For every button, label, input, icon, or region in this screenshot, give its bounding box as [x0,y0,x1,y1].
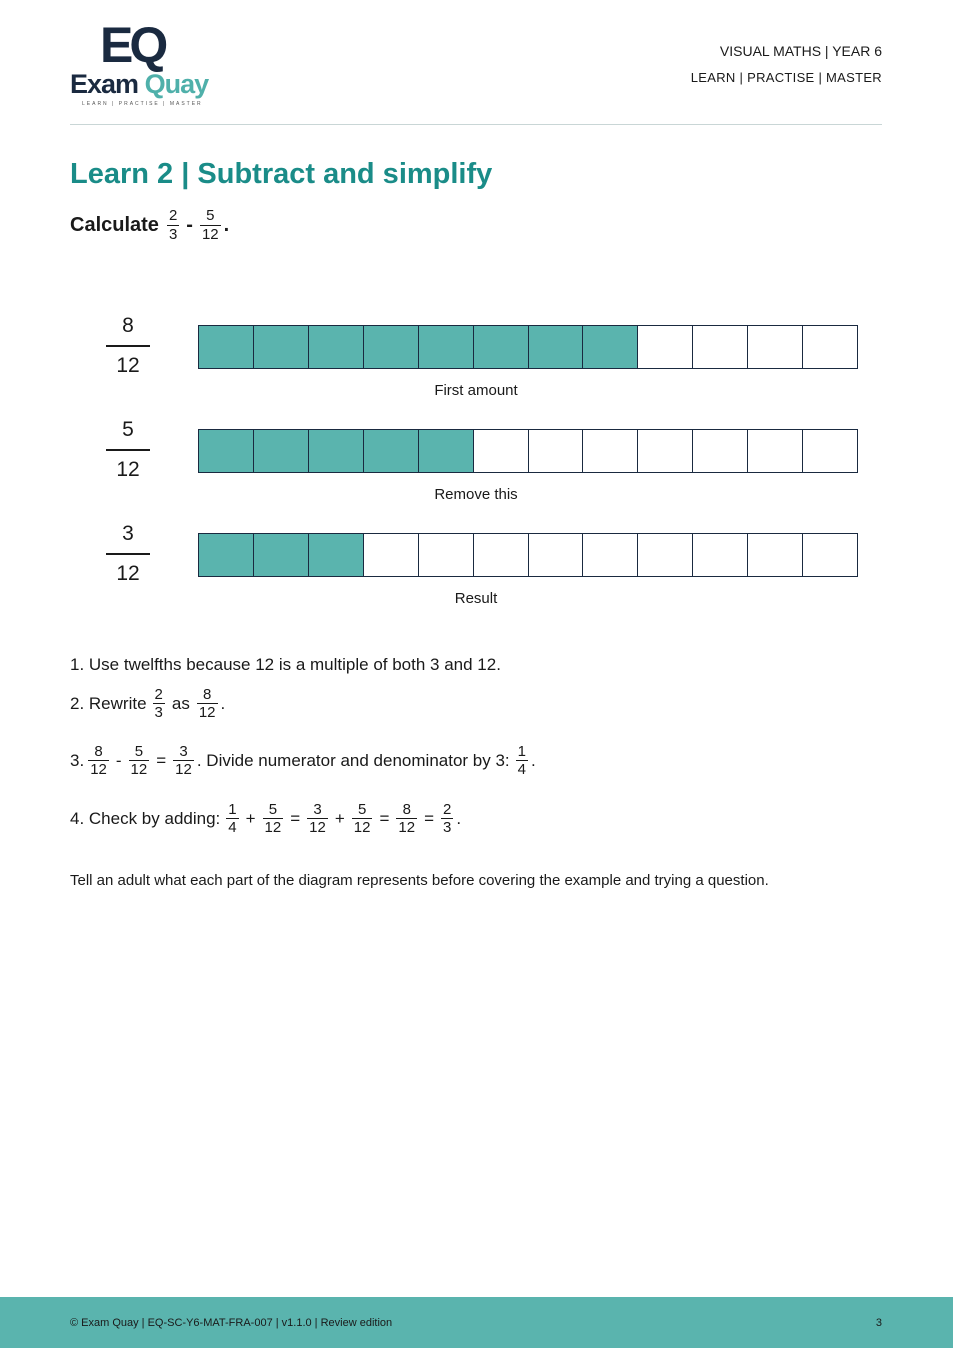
operator: - [186,214,193,236]
bar-fraction-first [106,312,150,380]
fraction [516,743,528,778]
fraction [307,801,328,836]
fraction [441,801,453,836]
step-4 [70,801,461,836]
bar-cell-empty [638,326,693,368]
denominator: 4 [517,761,526,778]
denominator: 12 [116,457,140,481]
footer [0,1297,953,1348]
step-text: 4. Check by adding: [70,808,221,828]
calculate-prompt [70,207,229,244]
numerator: 8 [122,314,134,337]
fraction-line [106,553,150,555]
denominator: 12 [201,226,219,243]
fraction [396,801,417,836]
step-end: . [220,693,226,713]
step-text: . Divide numerator and denominator by 3: [196,750,510,770]
numerator: 8 [203,686,212,703]
exam-quay-logo [70,17,216,110]
bar-cell-empty [803,430,857,472]
bar-cell-filled [364,430,419,472]
bar-cell-filled [254,430,309,472]
bar-cell-empty [529,430,584,472]
bar-cell-filled [199,326,254,368]
fraction-bar-first [198,325,858,369]
bar-cell-empty [803,534,857,576]
bar-label-first: First amount [434,382,518,399]
denominator: 12 [353,819,371,836]
bar-cell-empty [474,534,529,576]
bar-cell-filled [419,430,474,472]
step-text: 3. [70,750,85,770]
logo-wordmark [70,70,208,98]
bar-cell-empty [474,430,529,472]
header-right [691,42,882,86]
denominator: 12 [264,819,282,836]
fraction [352,801,373,836]
numerator: 2 [443,801,452,818]
numerator: 3 [313,801,322,818]
bar-cell-empty [419,534,474,576]
fraction [173,743,194,778]
fraction [129,743,150,778]
numerator: 2 [168,207,178,224]
operator: = [290,808,301,828]
calculate-end: . [223,214,230,236]
step-1: 1. Use twelfths because 12 is a multiple of both 3 and 12. [70,655,501,674]
denominator: 4 [228,819,237,836]
fraction [153,686,165,721]
bar-cell-filled [309,430,364,472]
bar-cell-empty [693,326,748,368]
bar-cell-filled [199,430,254,472]
bar-cell-empty [693,430,748,472]
bar-cell-empty [364,534,419,576]
numerator: 5 [206,207,215,224]
operator: + [334,808,345,828]
bar-cell-empty [803,326,857,368]
denominator: 12 [90,761,107,778]
bar-cell-empty [638,534,693,576]
numerator: 3 [179,743,188,760]
fraction-bar-result [198,533,858,577]
fraction [226,801,238,836]
bar-cell-filled [474,326,529,368]
bar-cell-filled [254,534,309,576]
denominator: 12 [398,819,416,836]
step-end: . [531,750,536,770]
bar-cell-filled [199,534,254,576]
bar-fraction-result [106,520,150,588]
numerator: 1 [228,801,237,818]
bar-label-result: Result [454,590,498,607]
denominator: 12 [309,819,326,836]
bar-cell-empty [748,430,803,472]
fraction [197,686,218,721]
denominator: 12 [130,761,148,778]
page-number: 3 [875,1317,882,1329]
series-label: VISUAL MATHS | YEAR 6 [719,43,882,59]
bar-cell-filled [529,326,584,368]
bar-cell-filled [583,326,638,368]
step-text: as [171,693,190,713]
bar-cell-empty [583,534,638,576]
fraction-line [106,345,150,347]
numerator: 3 [122,522,134,545]
logo-tagline: LEARN | PRACTISE | MASTER [82,101,203,107]
bar-cell-empty [748,534,803,576]
bar-cell-empty [583,430,638,472]
bar-fraction-remove [106,416,150,484]
logo-word-quay: Quay [144,69,209,99]
bar-label-remove: Remove this [434,486,518,503]
bar-cell-empty [638,430,693,472]
numerator: 8 [402,801,411,818]
logo-word-exam: Exam [70,69,139,99]
bar-cell-filled [254,326,309,368]
bar-cell-filled [309,326,364,368]
denominator: 3 [154,704,163,721]
numerator: 5 [268,801,278,818]
adult-note: Tell an adult what each part of the diagram represents before covering the example and trying a question. [70,872,769,889]
numerator: 8 [94,743,103,760]
fraction [88,743,109,778]
denominator: 3 [443,819,452,836]
step-end: . [456,808,462,828]
numerator: 5 [122,418,134,441]
footer-text: © Exam Quay | EQ-SC-Y6-MAT-FRA-007 | v1.1.0 | Review edition [70,1317,393,1329]
logo-mark: EQ [100,17,165,73]
bar-cell-empty [748,326,803,368]
bar-cell-empty [693,534,748,576]
fraction [263,801,284,836]
operator: = [379,808,390,828]
fraction [200,207,221,244]
bar-cell-filled [419,326,474,368]
header-divider [70,124,882,125]
denominator: 12 [116,353,140,377]
fraction-bar-remove [198,429,858,473]
denominator: 12 [198,704,216,721]
numerator: 5 [357,801,367,818]
operator: - [115,750,122,770]
denominator: 12 [116,561,140,585]
step-2 [70,686,225,721]
page-title: Learn 2 | Subtract and simplify [70,158,493,190]
bar-cell-filled [364,326,419,368]
fraction [167,207,179,244]
denominator: 12 [175,761,192,778]
numerator: 2 [154,686,163,703]
modes-label: LEARN | PRACTISE | MASTER [690,70,882,85]
numerator: 1 [517,743,526,760]
step-text: 2. Rewrite [70,693,147,713]
operator: + [245,808,256,828]
operator: = [156,750,167,770]
bar-cell-empty [529,534,584,576]
fraction-line [106,449,150,451]
calculate-label: Calculate [70,214,159,236]
denominator: 3 [168,226,178,243]
numerator: 5 [134,743,144,760]
step-3 [70,743,536,778]
operator: = [424,808,435,828]
bar-cell-filled [309,534,364,576]
